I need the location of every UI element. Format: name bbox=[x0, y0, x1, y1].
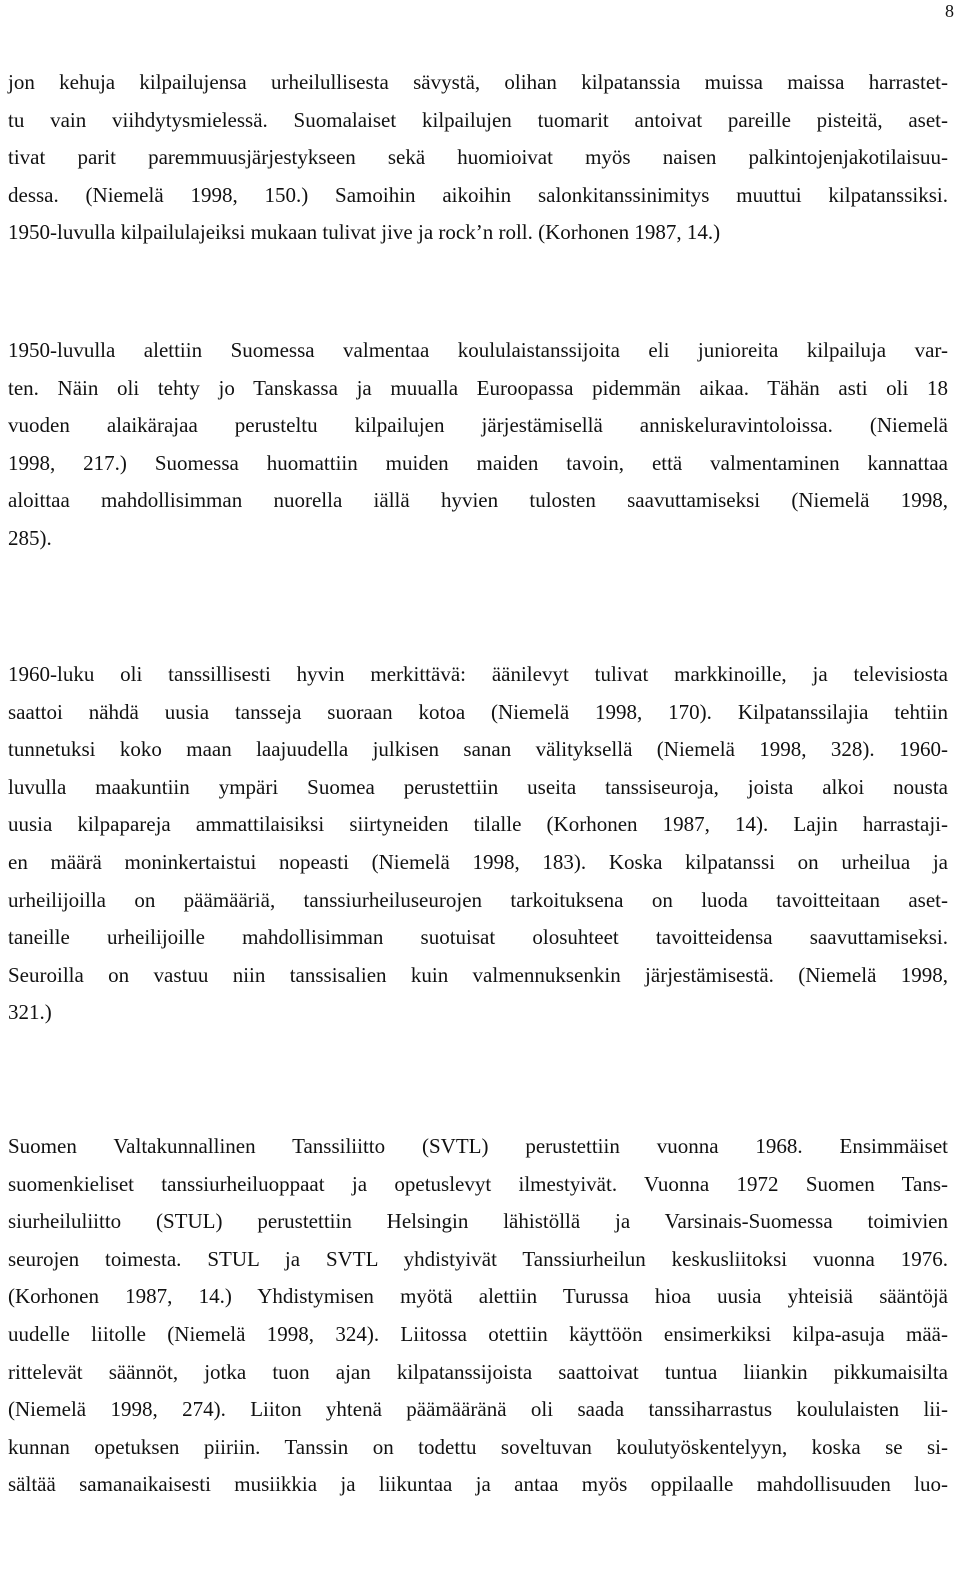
text-line: uudelle liitolle (Niemelä 1998, 324). Liitossa otettiin käyttöön ensimerkiksi kilpa-asuja mää- bbox=[8, 1321, 948, 1346]
text-line: vuoden alaikärajaa perusteltu kilpailujen järjestämisellä anniskeluravintoloissa. (Niemelä bbox=[8, 413, 948, 438]
text-line: tivat parit paremmuusjärjestykseen sekä huomioivat myös naisen palkintojenjakotilaisuu- bbox=[8, 145, 948, 170]
text-line: kunnan opetuksen piiriin. Tanssin on todettu soveltuvan koulutyöskentelyyn, koska se si- bbox=[8, 1434, 948, 1459]
text-line: suomenkieliset tanssiurheiluoppaat ja opetuslevyt ilmestyivät. Vuonna 1972 Suomen Tans- bbox=[8, 1171, 948, 1196]
text-line: sältää samanaikaisesti musiikkia ja liikuntaa ja antaa myös oppilaalle mahdollisuuden luo- bbox=[8, 1472, 948, 1497]
text-line: 1950-luvulla alettiin Suomessa valmentaa koululaistanssijoita eli junioreita kilpailuja var- bbox=[8, 338, 948, 362]
text-line: dessa. (Niemelä 1998, 150.) Samoihin aikoihin salonkitanssinimitys muuttui kilpatanssiksi. bbox=[8, 182, 948, 207]
text-line: urheilijoilla on päämääriä, tanssiurheiluseurojen tarkoituksena on luoda tavoitteitaan aset- bbox=[8, 887, 948, 912]
text-line: ten. Näin oli tehty jo Tanskassa ja muualla Euroopassa pidemmän aikaa. Tähän asti oli 18 bbox=[8, 375, 948, 400]
paragraph-1 bbox=[8, 64, 948, 252]
text-line: aloittaa mahdollisimman nuorella iällä hyvien tulosten saavuttamiseksi (Niemelä 1998, bbox=[8, 488, 948, 513]
text-line: (Korhonen 1987, 14.) Yhdistymisen myötä alettiin Turussa hioa uusia yhteisiä sääntöjä bbox=[8, 1284, 948, 1309]
text-line: jon kehuja kilpailujensa urheilullisesta sävystä, olihan kilpatanssia muissa maissa harrastet- bbox=[8, 70, 948, 94]
text-line: rittelevät säännöt, jotka tuon ajan kilpatanssijoista saattoivat tuntua liiankin pikkumaisilta bbox=[8, 1359, 948, 1384]
text-line: Suomen Valtakunnallinen Tanssiliitto (SVTL) perustettiin vuonna 1968. Ensimmäiset bbox=[8, 1134, 948, 1158]
text-line: 1960-luku oli tanssillisesti hyvin merkittävä: äänilevyt tulivat markkinoille, ja televisiosta bbox=[8, 662, 948, 686]
text-line: uusia kilpapareja ammattilaisiksi siirtyneiden tilalle (Korhonen 1987, 14). Lajin harrastaji- bbox=[8, 812, 948, 837]
text-line: luvulla maakuntiin ympäri Suomea perustettiin useita tanssiseuroja, joista alkoi nousta bbox=[8, 774, 948, 799]
paragraph-2 bbox=[8, 332, 948, 558]
text-line: en määrä moninkertaistui nopeasti (Niemelä 1998, 183). Koska kilpatanssi on urheilua ja bbox=[8, 849, 948, 874]
text-line: seurojen toimesta. STUL ja SVTL yhdistyivät Tanssiurheilun keskusliitoksi vuonna 1976. bbox=[8, 1246, 948, 1271]
text-line: 321.) bbox=[8, 1000, 52, 1025]
paragraph-3 bbox=[8, 656, 948, 1032]
text-line: 285). bbox=[8, 525, 52, 550]
text-line: tu vain viihdytysmielessä. Suomalaiset kilpailujen tuomarit antoivat pareille pisteitä, aset- bbox=[8, 107, 948, 132]
text-line: Seuroilla on vastuu niin tanssisalien kuin valmennuksenkin järjestämisestä. (Niemelä 1998, bbox=[8, 962, 948, 987]
page-number: 8 bbox=[945, 1, 954, 21]
text-line: taneille urheilijoille mahdollisimman suotuisat olosuhteet tavoitteidensa saavuttamiseksi. bbox=[8, 925, 948, 950]
text-line: 1950-luvulla kilpailulajeiksi mukaan tulivat jive ja rock’n roll. (Korhonen 1987, 14.) bbox=[8, 220, 721, 245]
text-line: 1998, 217.) Suomessa huomattiin muiden maiden tavoin, että valmentaminen kannattaa bbox=[8, 450, 948, 475]
text-line: (Niemelä 1998, 274). Liiton yhtenä päämääränä oli saada tanssiharrastus koululaisten lii- bbox=[8, 1397, 948, 1422]
text-line: siurheiluliitto (STUL) perustettiin Helsingin lähistöllä ja Varsinais-Suomessa toimivien bbox=[8, 1209, 948, 1234]
text-line: tunnetuksi koko maan laajuudella julkisen sanan välityksellä (Niemelä 1998, 328). 1960- bbox=[8, 737, 948, 762]
text-line: saattoi nähdä uusia tansseja suoraan kotoa (Niemelä 1998, 170). Kilpatanssilajia tehtiin bbox=[8, 699, 948, 724]
paragraph-4 bbox=[8, 1128, 948, 1504]
